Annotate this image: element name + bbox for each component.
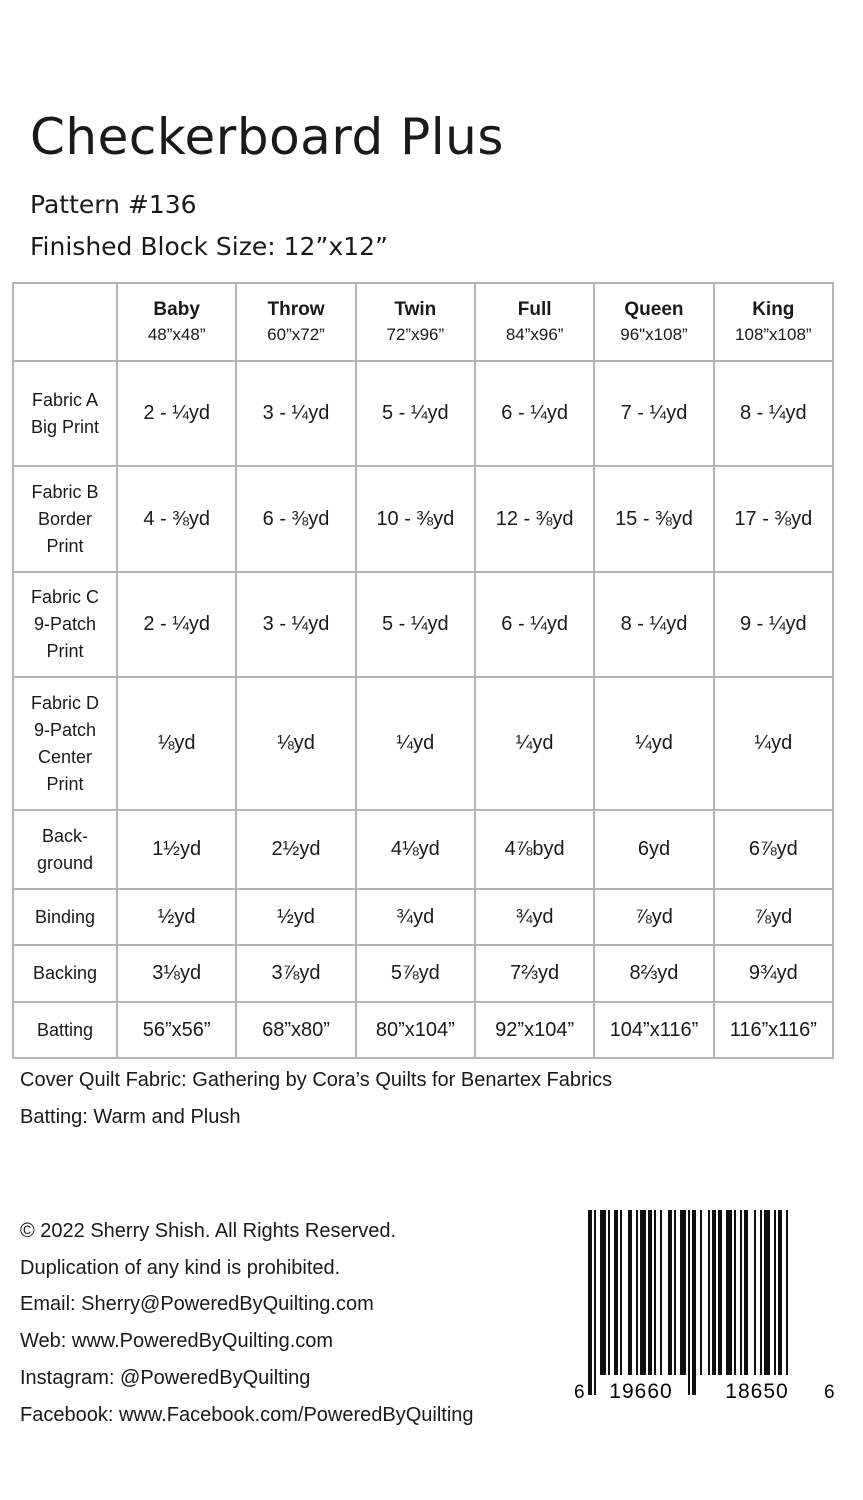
duplication-text: Duplication of any kind is prohibited. xyxy=(20,1256,341,1279)
size-header xyxy=(356,283,475,361)
size-dimensions: 108”x108” xyxy=(735,325,812,344)
table-cell: ¼yd xyxy=(594,677,713,810)
table-cell: ¼yd xyxy=(714,677,833,810)
table-cell: 116”x116” xyxy=(714,1002,833,1058)
row-label: Fabric D 9-Patch Center Print xyxy=(13,677,117,810)
table-row xyxy=(13,361,833,466)
table-cell: ¾yd xyxy=(475,889,594,945)
row-label: Binding xyxy=(13,889,117,945)
size-name: King xyxy=(752,299,795,320)
table-row xyxy=(13,677,833,810)
table-cell: 4⅛yd xyxy=(356,810,475,889)
size-header xyxy=(117,283,236,361)
table-cell: 3⅛yd xyxy=(117,945,236,1002)
row-label: Back- ground xyxy=(13,810,117,889)
barcode-bar xyxy=(620,1210,622,1375)
table-cell: 4 - ⅜yd xyxy=(117,466,236,572)
table-cell: ⅞yd xyxy=(714,889,833,945)
barcode-bar xyxy=(600,1210,606,1375)
barcode-bar xyxy=(760,1210,762,1375)
size-name: Queen xyxy=(624,299,684,320)
size-name: Throw xyxy=(267,299,325,320)
cover-fabric-note: Cover Quilt Fabric: Gathering by Cora’s Quilts for Benartex Fabrics xyxy=(20,1069,613,1091)
table-cell: 3 - ¼yd xyxy=(236,361,355,466)
fabric-requirements-table xyxy=(12,282,834,1059)
table-cell: ¼yd xyxy=(356,677,475,810)
table-cell: 9 - ¼yd xyxy=(714,572,833,677)
size-dimensions: 72”x96” xyxy=(386,325,445,344)
email-text: Email: Sherry@PoweredByQuilting.com xyxy=(20,1293,374,1316)
table-cell: 92”x104” xyxy=(475,1002,594,1058)
barcode-bar xyxy=(726,1210,732,1375)
pattern-title: Checkerboard Plus xyxy=(30,108,504,166)
barcode-bar xyxy=(786,1210,788,1395)
web-text: Web: www.PoweredByQuilting.com xyxy=(20,1330,334,1353)
barcode-bar xyxy=(778,1210,782,1395)
table-cell: 10 - ⅜yd xyxy=(356,466,475,572)
barcode-bar xyxy=(640,1210,646,1375)
barcode-bar xyxy=(744,1210,748,1375)
block-size: Finished Block Size: 12”x12” xyxy=(30,232,388,261)
barcode-bar xyxy=(692,1210,696,1395)
row-label: Fabric C 9-Patch Print xyxy=(13,572,117,677)
size-dimensions: 60”x72” xyxy=(267,325,325,344)
instagram-text: Instagram: @PoweredByQuilting xyxy=(20,1366,311,1389)
table-cell: 5⅞yd xyxy=(356,945,475,1002)
table-cell: 56”x56” xyxy=(117,1002,236,1058)
barcode-bar xyxy=(700,1210,702,1375)
size-dimensions: 84”x96” xyxy=(505,325,564,344)
barcode-bar xyxy=(718,1210,722,1375)
table-row xyxy=(13,889,833,945)
row-label: Backing xyxy=(13,945,117,1002)
footer-info xyxy=(20,1213,474,1433)
barcode-bar xyxy=(594,1210,596,1395)
table-cell: ⅞yd xyxy=(594,889,713,945)
table-cell: ⅛yd xyxy=(236,677,355,810)
table-cell: 5 - ¼yd xyxy=(356,361,475,466)
barcode-bar xyxy=(588,1210,592,1395)
size-name: Twin xyxy=(394,299,437,320)
table-cell: ½yd xyxy=(236,889,355,945)
row-label: Fabric A Big Print xyxy=(13,361,117,466)
table-cell: 6⅞yd xyxy=(714,810,833,889)
table-cell: ¾yd xyxy=(356,889,475,945)
table-cell: 9¾yd xyxy=(714,945,833,1002)
barcode-bar xyxy=(688,1210,690,1395)
table-cell: 6 - ⅜yd xyxy=(236,466,355,572)
barcode-bar xyxy=(674,1210,676,1375)
barcode-bar xyxy=(754,1210,756,1375)
table-cell: ½yd xyxy=(117,889,236,945)
facebook-text: Facebook: www.Facebook.com/PoweredByQuilting xyxy=(20,1403,474,1426)
table-cell: 17 - ⅜yd xyxy=(714,466,833,572)
table-cell: 68”x80” xyxy=(236,1002,355,1058)
size-header xyxy=(714,283,833,361)
barcode-bar xyxy=(734,1210,736,1375)
barcode-bar xyxy=(614,1210,618,1375)
table-cell: 2 - ¼yd xyxy=(117,361,236,466)
size-name: Baby xyxy=(153,299,200,320)
barcode-left-digit: 6 xyxy=(574,1382,585,1403)
table-cell: 3⅞yd xyxy=(236,945,355,1002)
size-dimensions: 96"x108” xyxy=(620,325,688,344)
table-row xyxy=(13,466,833,572)
table-cell: 104”x116” xyxy=(594,1002,713,1058)
barcode-bar xyxy=(764,1210,770,1375)
barcode-bar xyxy=(660,1210,662,1375)
corner-cell xyxy=(13,283,117,361)
table-row xyxy=(13,810,833,889)
table-row xyxy=(13,945,833,1002)
table-cell: 15 - ⅜yd xyxy=(594,466,713,572)
row-label: Fabric B Border Print xyxy=(13,466,117,572)
barcode-bar xyxy=(774,1210,776,1375)
row-label: Batting xyxy=(13,1002,117,1058)
copyright-text: © 2022 Sherry Shish. All Rights Reserved. xyxy=(20,1220,397,1242)
barcode-bar xyxy=(740,1210,742,1375)
size-dimensions: 48”x48” xyxy=(147,325,206,344)
batting-note: Batting: Warm and Plush xyxy=(20,1106,241,1128)
barcode-digits-left: 19660 xyxy=(609,1380,673,1403)
table-cell: 2½yd xyxy=(236,810,355,889)
barcode-bar xyxy=(668,1210,672,1375)
size-header xyxy=(236,283,355,361)
barcode-bar xyxy=(712,1210,716,1375)
barcode-bar xyxy=(636,1210,638,1375)
table-cell: 5 - ¼yd xyxy=(356,572,475,677)
table-cell: 2 - ¼yd xyxy=(117,572,236,677)
table-cell: 8⅔yd xyxy=(594,945,713,1002)
size-name: Full xyxy=(517,299,552,320)
table-cell: 3 - ¼yd xyxy=(236,572,355,677)
table-cell: 6 - ¼yd xyxy=(475,361,594,466)
table-row xyxy=(13,1002,833,1058)
table-cell: 6 - ¼yd xyxy=(475,572,594,677)
table-cell: ¼yd xyxy=(475,677,594,810)
barcode-digits-right: 18650 xyxy=(725,1380,789,1403)
table-cell: 80”x104” xyxy=(356,1002,475,1058)
barcode-bar xyxy=(608,1210,610,1375)
table-cell: 7 - ¼yd xyxy=(594,361,713,466)
table-cell: 8 - ¼yd xyxy=(594,572,713,677)
barcode-bars xyxy=(588,1210,788,1395)
barcode-bar xyxy=(680,1210,686,1375)
table-row xyxy=(13,572,833,677)
table-cell: ⅛yd xyxy=(117,677,236,810)
table-cell: 8 - ¼yd xyxy=(714,361,833,466)
pattern-number: Pattern #136 xyxy=(30,190,197,219)
table-cell: 4⅞byd xyxy=(475,810,594,889)
barcode-bar xyxy=(654,1210,656,1375)
barcode-bar xyxy=(648,1210,652,1375)
barcode-bar xyxy=(708,1210,710,1375)
size-header xyxy=(594,283,713,361)
table-cell: 7⅔yd xyxy=(475,945,594,1002)
table-cell: 6yd xyxy=(594,810,713,889)
table-cell: 12 - ⅜yd xyxy=(475,466,594,572)
barcode-right-digit: 6 xyxy=(824,1382,835,1403)
header-row xyxy=(13,283,833,361)
barcode-bar xyxy=(628,1210,632,1375)
size-header xyxy=(475,283,594,361)
table-cell: 1½yd xyxy=(117,810,236,889)
barcode xyxy=(570,1210,838,1410)
